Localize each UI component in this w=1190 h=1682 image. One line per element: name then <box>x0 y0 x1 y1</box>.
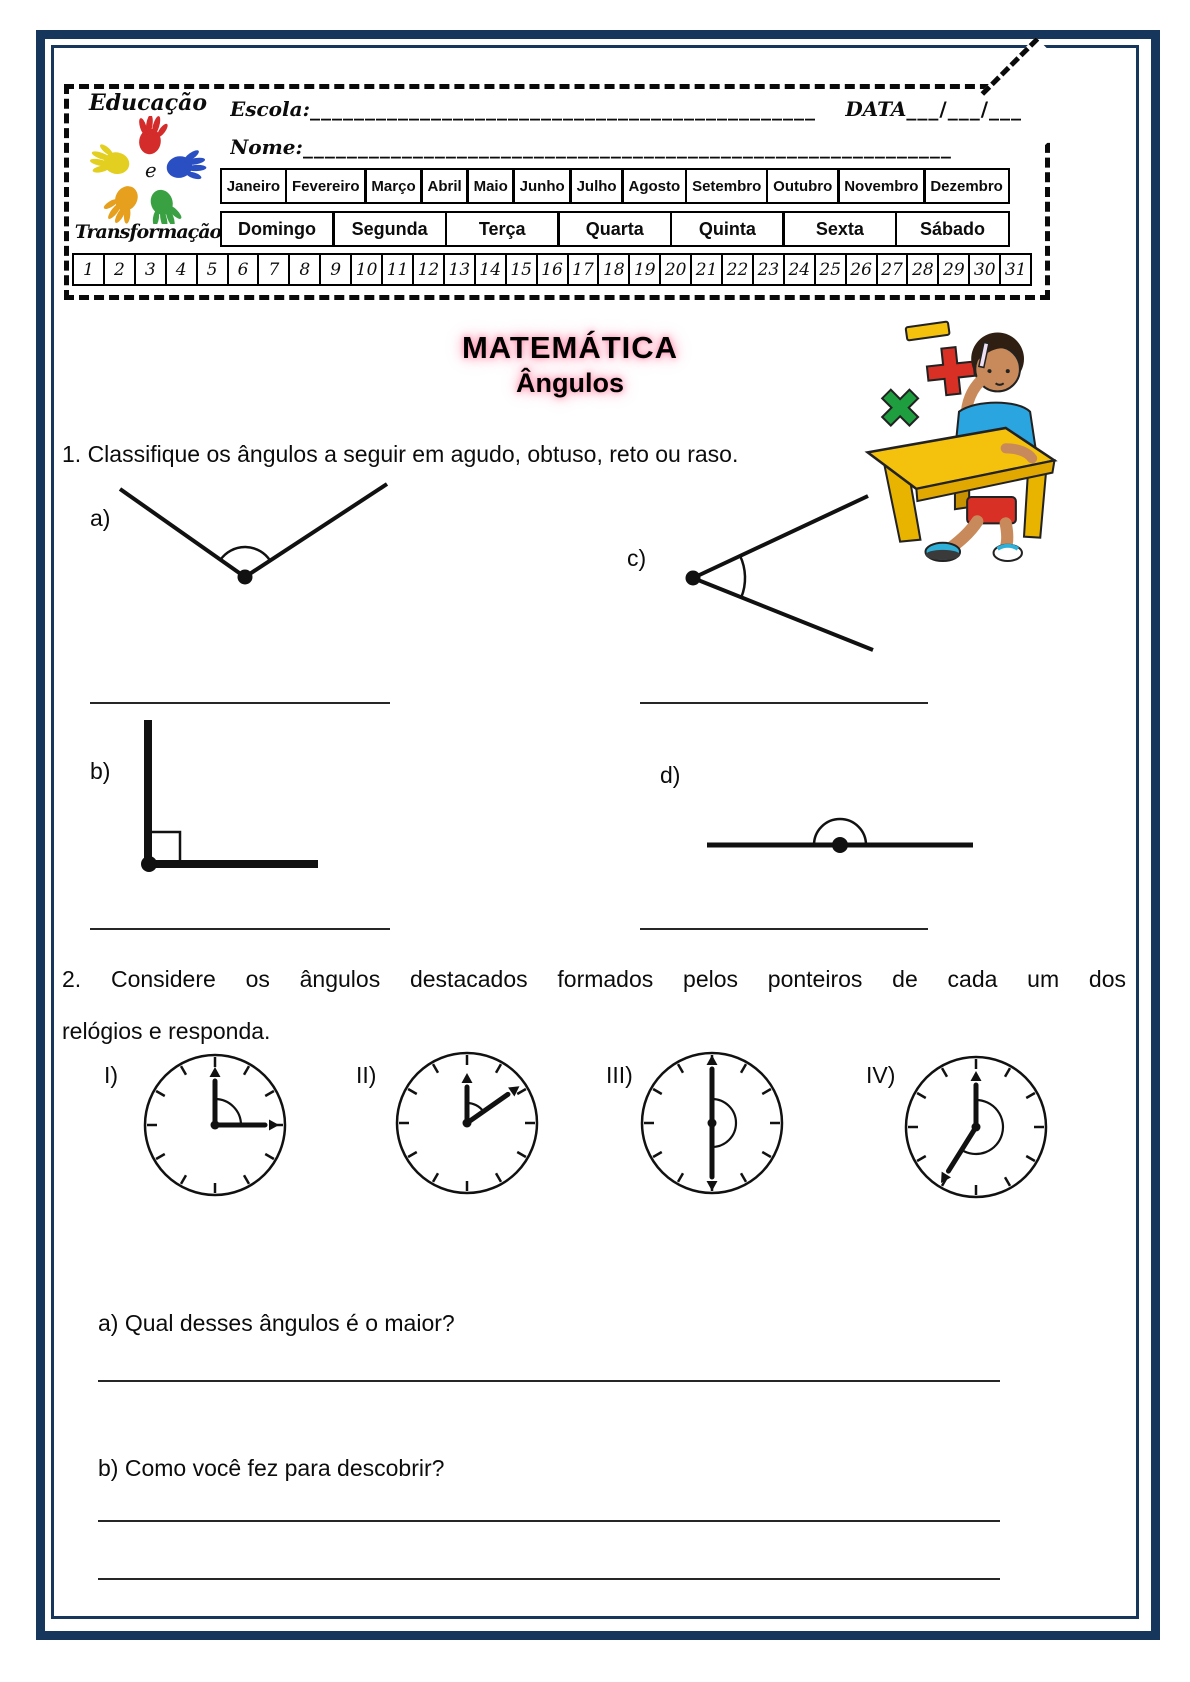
logo-educacao-transformacao <box>68 90 228 243</box>
day-number-cell: 1 <box>72 253 105 286</box>
weekday-cell: Sábado <box>895 211 1010 247</box>
day-number-cell: 12 <box>412 253 445 286</box>
angle-c-label: c) <box>627 545 647 571</box>
weekday-cell: Terça <box>445 211 560 247</box>
day-number-cell: 21 <box>690 253 723 286</box>
question2-text-line2: relógios e responda. <box>62 1018 271 1044</box>
angle-a-obtuse-figure <box>105 474 405 592</box>
day-number-cell: 28 <box>906 253 939 286</box>
logo-text-bottom: Transformação <box>74 221 222 243</box>
weekday-cell: Quinta <box>670 211 785 247</box>
day-number-cell: 8 <box>288 253 321 286</box>
month-cell: Maio <box>466 168 515 204</box>
clock-3-face <box>637 1048 787 1198</box>
angle-d-label: d) <box>660 762 681 788</box>
month-cell: Julho <box>569 168 623 204</box>
clock-4-label: IV) <box>866 1062 896 1088</box>
day-number-cell: 31 <box>999 253 1032 286</box>
angle-b-right-figure <box>122 712 332 877</box>
months-row <box>222 168 1010 204</box>
month-cell: Dezembro <box>923 168 1010 204</box>
day-number-cell: 26 <box>845 253 878 286</box>
question2-text-line1: 2. Considere os ângulos destacados formados pelos ponteiros de cada um dos <box>62 966 1126 992</box>
page-title: MATEMÁTICA <box>461 330 679 365</box>
minus-symbol-icon <box>906 321 950 340</box>
days-row <box>74 253 1032 286</box>
weekday-cell: Quarta <box>557 211 672 247</box>
boy-at-desk-illustration <box>852 298 1064 562</box>
month-cell: Novembro <box>837 168 926 204</box>
date-label: DATA <box>845 97 907 121</box>
day-number-cell: 27 <box>876 253 909 286</box>
date-blank-line: ___/___/___ <box>906 97 1022 121</box>
answer-line-2a <box>98 1380 1000 1382</box>
name-row <box>230 135 1030 159</box>
month-cell: Janeiro <box>220 168 288 204</box>
answer-line-d <box>640 928 928 930</box>
answer-line-b <box>90 928 390 930</box>
day-number-cell: 2 <box>103 253 136 286</box>
day-number-cell: 29 <box>937 253 970 286</box>
day-number-cell: 20 <box>659 253 692 286</box>
name-label: Nome: <box>230 135 303 159</box>
day-number-cell: 7 <box>257 253 290 286</box>
page-subtitle: Ângulos <box>516 368 624 398</box>
day-number-cell: 18 <box>597 253 630 286</box>
day-number-cell: 10 <box>350 253 383 286</box>
weekday-cell: Sexta <box>782 211 897 247</box>
answer-line-2b-2 <box>98 1578 1000 1580</box>
angle-a-label: a) <box>90 505 111 531</box>
day-number-cell: 14 <box>474 253 507 286</box>
school-row <box>230 97 1022 121</box>
month-cell: Agosto <box>621 168 687 204</box>
day-number-cell: 17 <box>567 253 600 286</box>
weekday-cell: Domingo <box>220 211 335 247</box>
day-number-cell: 15 <box>505 253 538 286</box>
day-number-cell: 5 <box>196 253 229 286</box>
day-number-cell: 30 <box>968 253 1001 286</box>
logo-letter-e: e <box>145 158 157 182</box>
question2b-text: b) Como você fez para descobrir? <box>98 1455 445 1481</box>
month-cell: Outubro <box>766 168 840 204</box>
answer-line-2b-1 <box>98 1520 1000 1522</box>
question1-text: 1. Classifique os ângulos a seguir em agudo, obtuso, reto ou raso. <box>62 441 739 467</box>
question2a-text: a) Qual desses ângulos é o maior? <box>98 1310 455 1336</box>
day-number-cell: 9 <box>319 253 352 286</box>
month-cell: Março <box>364 168 423 204</box>
clock-1-label: I) <box>104 1062 119 1088</box>
handprints-icon <box>89 116 207 224</box>
day-number-cell: 22 <box>721 253 754 286</box>
month-cell: Setembro <box>685 168 769 204</box>
angle-c-acute-figure <box>658 478 883 658</box>
angle-d-straight-figure <box>695 775 985 860</box>
day-number-cell: 24 <box>783 253 816 286</box>
day-number-cell: 25 <box>814 253 847 286</box>
clock-3-label: III) <box>606 1062 633 1088</box>
day-number-cell: 4 <box>165 253 198 286</box>
month-cell: Fevereiro <box>285 168 367 204</box>
angle-b-label: b) <box>90 758 111 784</box>
day-number-cell: 19 <box>628 253 661 286</box>
name-blank-line: ___________________________________________________________ <box>302 135 952 159</box>
clock-4-face <box>901 1052 1051 1202</box>
day-number-cell: 13 <box>443 253 476 286</box>
day-number-cell: 3 <box>134 253 167 286</box>
day-number-cell: 23 <box>752 253 785 286</box>
weekdays-row <box>222 211 1010 247</box>
clock-1-face <box>140 1050 290 1200</box>
day-number-cell: 16 <box>536 253 569 286</box>
times-symbol-icon <box>873 380 928 435</box>
weekday-cell: Segunda <box>332 211 447 247</box>
clock-2-label: II) <box>356 1062 377 1088</box>
day-number-cell: 6 <box>227 253 260 286</box>
school-label: Escola: <box>230 97 310 121</box>
day-number-cell: 11 <box>381 253 414 286</box>
month-cell: Abril <box>420 168 469 204</box>
logo-text-top: Educação <box>88 90 208 116</box>
school-blank-line: ______________________________________________ <box>309 97 816 121</box>
clock-2-face <box>392 1048 542 1198</box>
answer-line-c <box>640 702 928 704</box>
month-cell: Junho <box>512 168 571 204</box>
answer-line-a <box>90 702 390 704</box>
